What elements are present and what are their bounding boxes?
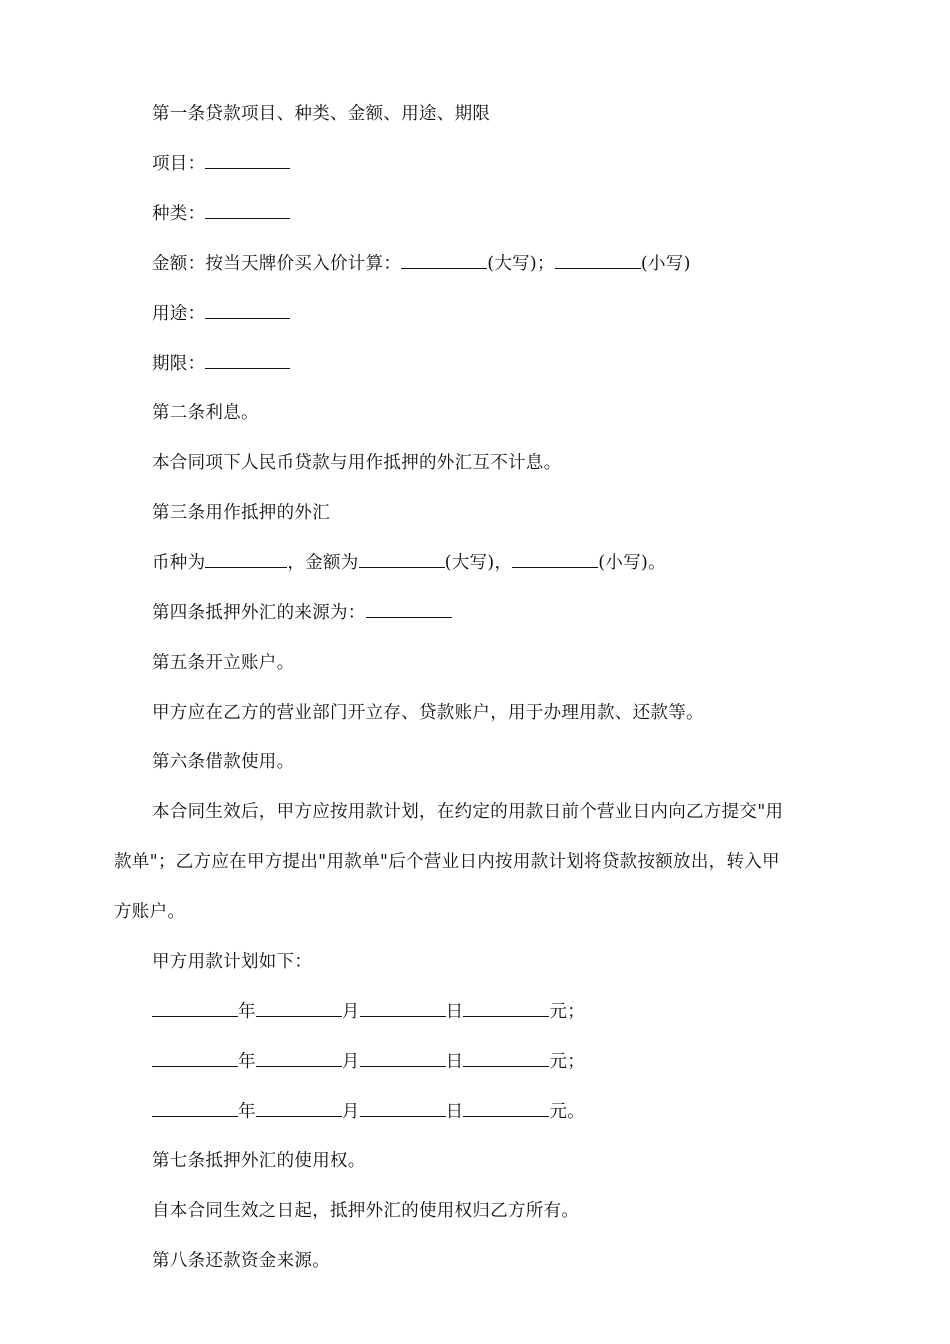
- plan-month-label: 月: [341, 1002, 360, 1022]
- plan-year-blank: [152, 1050, 238, 1067]
- article-3-title: 第三条用作抵押的外汇: [152, 503, 330, 523]
- plan-day-blank: [360, 1100, 446, 1117]
- amount-label: 金额：按当天牌价买入价计算：: [152, 254, 402, 274]
- plan-day-blank: [360, 1050, 446, 1067]
- plan-month-blank: [256, 1000, 342, 1017]
- amount-lower-label: (小写): [640, 254, 691, 274]
- plan-row: [152, 1100, 585, 1124]
- article-6-para-line-1: 本合同生效后，甲方应按用款计划，在约定的用款日前个营业日内向乙方提交"用: [152, 802, 784, 822]
- currency-blank: [205, 551, 287, 568]
- article-4-title: 第四条抵押外汇的来源为：: [152, 603, 366, 623]
- term-label: 期限：: [152, 354, 206, 374]
- amount-upper-label: (大写)；: [487, 254, 555, 274]
- article-1-title: 第一条贷款项目、种类、金额、用途、期限: [152, 104, 491, 124]
- source-blank: [366, 601, 452, 618]
- item-line: [152, 152, 290, 176]
- amount-lower-blank: [555, 252, 641, 269]
- plan-day-blank: [360, 1000, 446, 1017]
- plan-yuan-label: 元；: [549, 1002, 586, 1022]
- plan-amount-blank: [463, 1000, 549, 1017]
- pledge-upper-label: (大写)，: [444, 553, 513, 573]
- term-line: [152, 352, 290, 376]
- plan-day-label: 日: [445, 1052, 464, 1072]
- use-line: [152, 302, 290, 326]
- plan-title: 甲方用款计划如下：: [152, 952, 313, 972]
- article-8-title: 第八条还款资金来源。: [152, 1251, 330, 1271]
- amount-line: [152, 252, 691, 276]
- article-2-text: 本合同项下人民币贷款与用作抵押的外汇互不计息。: [152, 453, 562, 473]
- plan-year-label: 年: [238, 1102, 256, 1122]
- use-blank: [205, 302, 290, 319]
- term-blank: [205, 352, 290, 369]
- kind-line: [152, 202, 290, 226]
- currency-label: 币种为: [152, 553, 206, 573]
- article-5-text: 甲方应在乙方的营业部门开立存、贷款账户，用于办理用款、还款等。: [152, 703, 704, 723]
- plan-year-label: 年: [238, 1052, 256, 1072]
- article-2-title: 第二条利息。: [152, 403, 259, 423]
- amount-upper-blank: [401, 252, 487, 269]
- plan-amount-blank: [463, 1050, 549, 1067]
- article-7-text: 自本合同生效之日起，抵押外汇的使用权归乙方所有。: [152, 1201, 580, 1221]
- plan-year-blank: [152, 1100, 238, 1117]
- plan-yuan-label: 元；: [549, 1052, 586, 1072]
- article-5-title: 第五条开立账户。: [152, 653, 295, 673]
- plan-amount-blank: [463, 1100, 549, 1117]
- kind-blank: [205, 202, 290, 219]
- article-4-line: [152, 601, 452, 625]
- pledge-amount-label: ，金额为: [287, 553, 359, 573]
- plan-yuan-label: 元。: [549, 1102, 586, 1122]
- plan-row: [152, 1050, 585, 1074]
- kind-label: 种类：: [152, 204, 206, 224]
- article-6-title: 第六条借款使用。: [152, 752, 295, 772]
- plan-month-blank: [256, 1050, 342, 1067]
- pledge-lower-label: (小写)。: [598, 553, 666, 573]
- item-label: 项目：: [152, 154, 206, 174]
- use-label: 用途：: [152, 304, 206, 324]
- plan-month-blank: [256, 1100, 342, 1117]
- plan-year-label: 年: [238, 1002, 256, 1022]
- article-6-para-line-3: 方账户。: [114, 902, 186, 922]
- currency-line: [152, 551, 666, 575]
- pledge-upper-blank: [359, 551, 445, 568]
- plan-day-label: 日: [445, 1102, 464, 1122]
- pledge-lower-blank: [512, 551, 598, 568]
- article-7-title: 第七条抵押外汇的使用权。: [152, 1151, 366, 1171]
- plan-row: [152, 1000, 585, 1024]
- plan-day-label: 日: [445, 1002, 464, 1022]
- plan-year-blank: [152, 1000, 238, 1017]
- plan-month-label: 月: [341, 1102, 360, 1122]
- article-6-para-line-2: 款单"；乙方应在甲方提出"用款单"后个营业日内按用款计划将贷款按额放出，转入甲: [114, 852, 780, 872]
- item-blank: [205, 152, 290, 169]
- plan-month-label: 月: [341, 1052, 360, 1072]
